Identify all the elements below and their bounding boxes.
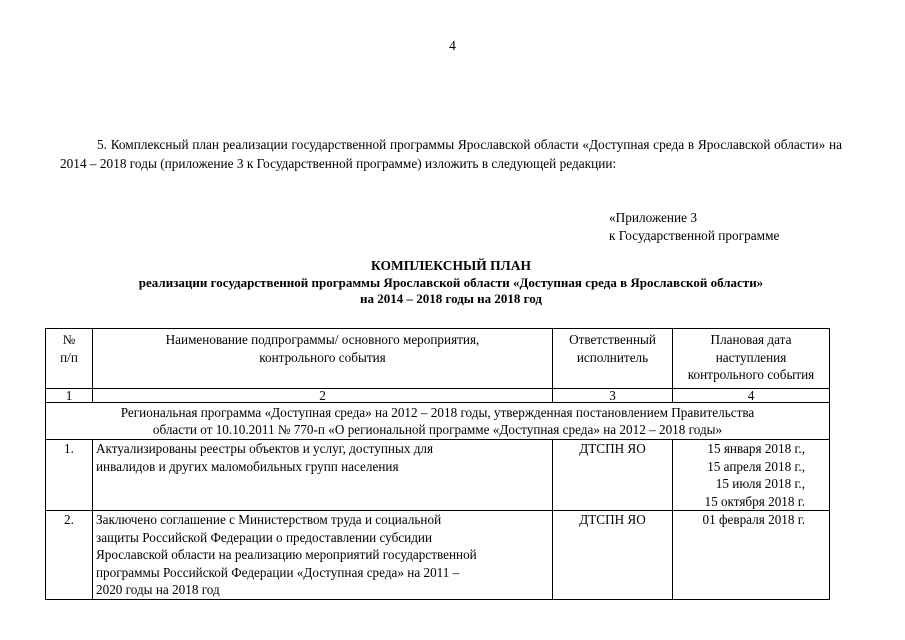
- table-header-row: [46, 329, 830, 389]
- header-date: [673, 329, 830, 389]
- row-date-line: 15 октября 2018 г.: [704, 493, 805, 509]
- row-number: 2.: [46, 511, 93, 600]
- header-num-line-2: п/п: [60, 349, 78, 365]
- plan-table: [45, 328, 830, 600]
- header-executor-line-1: Ответственный: [569, 332, 656, 347]
- appendix-reference: [609, 209, 779, 245]
- header-executor: [553, 329, 673, 389]
- page-number: 4: [449, 38, 456, 53]
- header-num-line-1: №: [62, 332, 76, 347]
- header-date-line-1: Плановая дата: [710, 332, 792, 347]
- row-name-line: инвалидов и других маломобильных групп населения: [96, 458, 399, 474]
- row-date: [673, 440, 830, 511]
- row-date-line: 15 января 2018 г.,: [707, 441, 805, 456]
- row-name-line: 2020 годы на 2018 год: [96, 582, 220, 597]
- header-executor-line-2: исполнитель: [576, 349, 649, 365]
- index-cell-3: 3: [553, 389, 673, 403]
- row-executor: ДТСПН ЯО: [553, 440, 673, 511]
- header-num: [46, 329, 93, 389]
- row-name-line: Актуализированы реестры объектов и услуг, доступных для: [96, 441, 434, 456]
- title-line-2: реализации государственной программы Ярославской области «Доступная среда в Ярославской области»: [138, 274, 764, 290]
- row-number: 1.: [46, 440, 93, 511]
- row-name-line: защиты Российской Федерации о предоставлении субсидии: [96, 529, 433, 545]
- row-name: [93, 511, 553, 600]
- row-name-line: программы Российской Федерации «Доступная среда» на 2011 –: [96, 564, 460, 580]
- row-name: [93, 440, 553, 511]
- header-name-line-1: Наименование подпрограммы/ основного мероприятия,: [165, 332, 480, 347]
- header-date-line-3: контрольного события: [687, 367, 815, 382]
- appendix-line-1: «Приложение 3: [609, 210, 697, 225]
- appendix-line-2: к Государственной программе: [609, 228, 780, 243]
- header-name-line-2: контрольного события: [259, 349, 386, 365]
- amendment-paragraph: 5. Комплексный план реализации государственной программы Ярославской области «Доступная среда в Ярославской области» на 2014 – 2018 годы (приложение 3 к Государственной программе) изложить в следующей редакции:: [60, 137, 842, 171]
- row-executor: ДТСПН ЯО: [553, 511, 673, 600]
- row-name-line: Ярославской области на реализацию мероприятий государственной: [96, 547, 477, 562]
- title-main: КОМПЛЕКСНЫЙ ПЛАН: [371, 258, 531, 273]
- header-name: [93, 329, 553, 389]
- row-date-line: 15 июля 2018 г.,: [715, 476, 805, 491]
- index-cell-2: 2: [93, 389, 553, 403]
- row-date-line: 15 апреля 2018 г.,: [707, 458, 805, 474]
- section-line-2: области от 10.10.2011 № 770-п «О региональной программе «Доступная среда» на 2012 – 2018 годы»: [152, 422, 723, 437]
- index-cell-1: 1: [46, 389, 93, 403]
- section-line-1: Региональная программа «Доступная среда» на 2012 – 2018 годы, утвержденная постановлением Правительства: [120, 405, 755, 420]
- row-date: [673, 511, 830, 600]
- table-row: [46, 440, 830, 511]
- table-row: [46, 511, 830, 600]
- title-line-3: на 2014 – 2018 годы на 2018 год: [360, 291, 542, 306]
- table-section-row: [46, 403, 830, 440]
- header-date-line-2: наступления: [715, 349, 787, 365]
- row-name-line: Заключено соглашение с Министерством труда и социальной: [96, 512, 442, 527]
- document-title: [60, 258, 842, 308]
- table-index-row: [46, 389, 830, 403]
- section-title: [46, 403, 830, 440]
- row-date-line: 01 февраля 2018 г.: [702, 512, 805, 527]
- index-cell-4: 4: [673, 389, 830, 403]
